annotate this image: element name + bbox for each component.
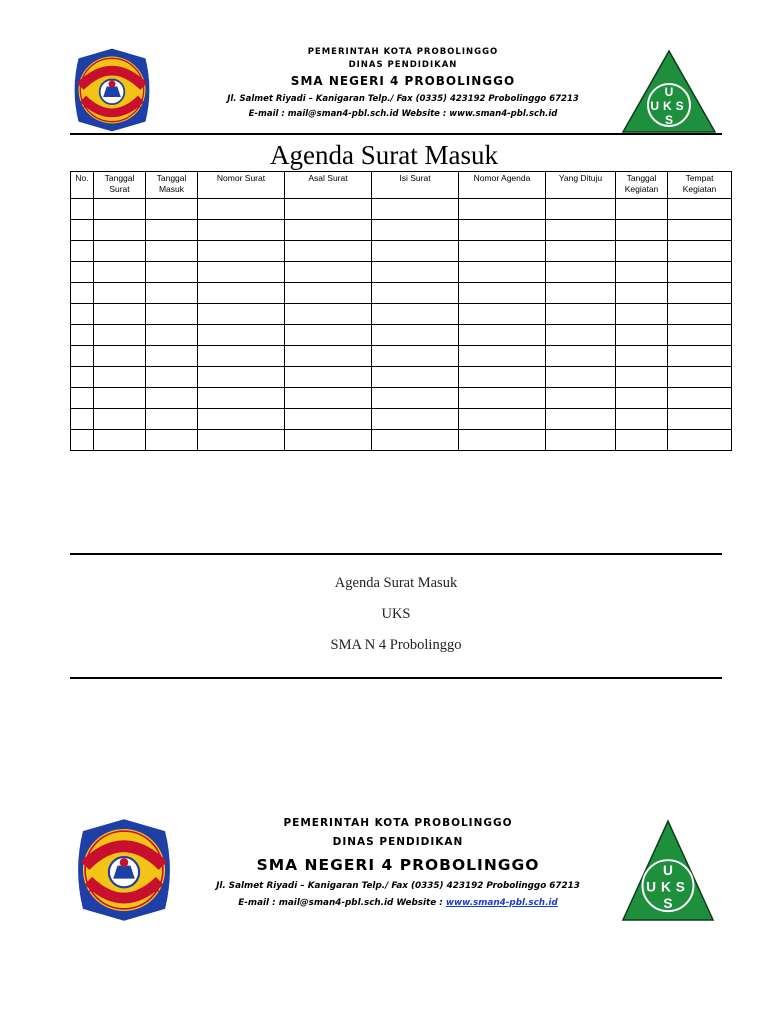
table-cell bbox=[372, 367, 459, 388]
agenda-table-body bbox=[71, 199, 732, 451]
table-cell bbox=[285, 304, 372, 325]
table-cell bbox=[71, 199, 94, 220]
table-cell bbox=[668, 304, 732, 325]
col-header-nomor-surat: Nomor Surat bbox=[198, 172, 285, 199]
table-row bbox=[71, 367, 732, 388]
letterhead-bottom bbox=[64, 812, 724, 924]
table-cell bbox=[668, 409, 732, 430]
table-row bbox=[71, 304, 732, 325]
table-cell bbox=[285, 346, 372, 367]
table-cell bbox=[616, 199, 668, 220]
letterhead-top-rule bbox=[70, 133, 722, 135]
table-cell bbox=[285, 409, 372, 430]
table-cell bbox=[285, 283, 372, 304]
table-cell bbox=[372, 241, 459, 262]
table-cell bbox=[668, 241, 732, 262]
table-cell bbox=[94, 367, 146, 388]
table-cell bbox=[616, 388, 668, 409]
label-bottom-rule bbox=[70, 677, 722, 679]
col-header-asal-surat: Asal Surat bbox=[285, 172, 372, 199]
col-header-tanggal-kegiatan: Tanggal Kegiatan bbox=[616, 172, 668, 199]
school-name-bottom: SMA NEGERI 4 PROBOLINGGO bbox=[256, 856, 540, 874]
table-cell bbox=[459, 367, 546, 388]
table-cell bbox=[668, 283, 732, 304]
col-header-tanggal-surat: Tanggal Surat bbox=[94, 172, 146, 199]
table-cell bbox=[546, 262, 616, 283]
table-cell bbox=[198, 325, 285, 346]
table-cell bbox=[198, 430, 285, 451]
svg-text:UKS: UKS bbox=[650, 99, 688, 113]
table-cell bbox=[668, 367, 732, 388]
table-cell bbox=[668, 220, 732, 241]
col-header-yang-dituju: Yang Dituju bbox=[546, 172, 616, 199]
school-name: SMA NEGERI 4 PROBOLINGGO bbox=[290, 74, 516, 88]
address-line: Jl. Salmet Riyadi – Kanigaran Telp./ Fax (0335) 423192 Probolinggo 67213 bbox=[227, 94, 579, 104]
contact-line bbox=[188, 107, 618, 121]
website-label-bottom: Website : bbox=[393, 898, 446, 908]
table-cell bbox=[459, 325, 546, 346]
table-cell bbox=[285, 367, 372, 388]
table-cell bbox=[94, 220, 146, 241]
table-cell bbox=[372, 304, 459, 325]
table-cell bbox=[616, 304, 668, 325]
table-cell bbox=[198, 388, 285, 409]
table-cell bbox=[616, 325, 668, 346]
table-cell bbox=[546, 283, 616, 304]
table-cell bbox=[94, 199, 146, 220]
table-row bbox=[71, 220, 732, 241]
table-cell bbox=[616, 409, 668, 430]
table-cell bbox=[616, 220, 668, 241]
svg-text:U: U bbox=[663, 862, 673, 878]
uks-logo-bottom bbox=[620, 818, 716, 922]
table-cell bbox=[459, 220, 546, 241]
table-cell bbox=[616, 283, 668, 304]
table-cell bbox=[146, 241, 198, 262]
table-cell bbox=[71, 388, 94, 409]
col-header-isi-surat: Isi Surat bbox=[372, 172, 459, 199]
table-cell bbox=[94, 388, 146, 409]
document-title: Agenda Surat Masuk bbox=[270, 140, 498, 170]
table-cell bbox=[668, 388, 732, 409]
table-cell bbox=[372, 388, 459, 409]
table-cell bbox=[94, 304, 146, 325]
table-cell bbox=[459, 199, 546, 220]
table-cell bbox=[198, 367, 285, 388]
table-cell bbox=[372, 283, 459, 304]
table-cell bbox=[668, 430, 732, 451]
table-cell bbox=[459, 241, 546, 262]
table-row bbox=[71, 199, 732, 220]
table-row bbox=[71, 241, 732, 262]
table-cell bbox=[459, 262, 546, 283]
label-line-agenda: Agenda Surat Masuk bbox=[334, 575, 458, 591]
email-label-bottom: E-mail : bbox=[238, 898, 279, 908]
table-cell bbox=[71, 304, 94, 325]
table-cell bbox=[285, 199, 372, 220]
table-cell bbox=[668, 262, 732, 283]
table-header-row bbox=[71, 172, 732, 199]
table-cell bbox=[459, 346, 546, 367]
table-cell bbox=[546, 430, 616, 451]
label-line-school: SMA N 4 Probolinggo bbox=[330, 637, 462, 653]
table-cell bbox=[372, 409, 459, 430]
table-cell bbox=[71, 262, 94, 283]
table-cell bbox=[71, 346, 94, 367]
letterhead-text bbox=[188, 46, 618, 121]
table-cell bbox=[198, 262, 285, 283]
table-cell bbox=[94, 325, 146, 346]
table-cell bbox=[285, 430, 372, 451]
department-line-bottom: DINAS PENDIDIKAN bbox=[332, 836, 464, 848]
website-link[interactable]: www.sman4-pbl.sch.id bbox=[449, 109, 558, 119]
table-cell bbox=[546, 367, 616, 388]
email-label: E-mail : bbox=[248, 109, 288, 119]
table-cell bbox=[146, 262, 198, 283]
table-cell bbox=[71, 367, 94, 388]
table-cell bbox=[459, 388, 546, 409]
table-cell bbox=[146, 346, 198, 367]
table-cell bbox=[146, 325, 198, 346]
department-line: DINAS PENDIDIKAN bbox=[348, 60, 458, 70]
table-cell bbox=[146, 367, 198, 388]
address-line-bottom: Jl. Salmet Riyadi – Kanigaran Telp./ Fax (0335) 423192 Probolinggo 67213 bbox=[216, 881, 580, 891]
table-cell bbox=[668, 325, 732, 346]
table-cell bbox=[459, 430, 546, 451]
letterhead-text-bottom bbox=[188, 814, 608, 911]
table-cell bbox=[372, 262, 459, 283]
table-cell bbox=[146, 430, 198, 451]
table-cell bbox=[94, 346, 146, 367]
table-cell bbox=[546, 304, 616, 325]
table-cell bbox=[71, 283, 94, 304]
table-cell bbox=[285, 388, 372, 409]
svg-text:UKS: UKS bbox=[646, 879, 690, 895]
table-row bbox=[71, 325, 732, 346]
table-cell bbox=[94, 241, 146, 262]
table-cell bbox=[71, 241, 94, 262]
website-label: Website : bbox=[398, 109, 450, 119]
table-row bbox=[71, 262, 732, 283]
table-cell bbox=[198, 283, 285, 304]
table-cell bbox=[71, 325, 94, 346]
table-cell bbox=[546, 199, 616, 220]
table-cell bbox=[146, 283, 198, 304]
table-cell bbox=[285, 241, 372, 262]
table-cell bbox=[546, 388, 616, 409]
table-cell bbox=[94, 283, 146, 304]
email-link[interactable]: mail@sman4-pbl.sch.id bbox=[287, 109, 399, 119]
table-cell bbox=[372, 325, 459, 346]
table-cell bbox=[285, 262, 372, 283]
table-cell bbox=[94, 262, 146, 283]
table-cell bbox=[146, 304, 198, 325]
svg-text:U: U bbox=[664, 85, 674, 99]
table-row bbox=[71, 409, 732, 430]
table-cell bbox=[372, 220, 459, 241]
table-cell bbox=[285, 325, 372, 346]
file-label bbox=[70, 553, 722, 679]
table-cell bbox=[459, 283, 546, 304]
table-cell bbox=[546, 241, 616, 262]
school-logo bbox=[68, 46, 156, 134]
table-cell bbox=[372, 430, 459, 451]
table-cell bbox=[198, 304, 285, 325]
contact-line-bottom bbox=[188, 895, 608, 911]
table-row bbox=[71, 283, 732, 304]
table-cell bbox=[285, 220, 372, 241]
table-cell bbox=[616, 430, 668, 451]
table-cell bbox=[198, 199, 285, 220]
svg-text:S: S bbox=[663, 896, 673, 912]
table-cell bbox=[546, 346, 616, 367]
table-row bbox=[71, 346, 732, 367]
table-cell bbox=[198, 409, 285, 430]
table-cell bbox=[71, 409, 94, 430]
table-cell bbox=[459, 409, 546, 430]
col-header-no: No. bbox=[71, 172, 94, 199]
agenda-table bbox=[70, 171, 732, 451]
letterhead-top bbox=[64, 44, 724, 140]
table-cell bbox=[94, 430, 146, 451]
table-cell bbox=[146, 409, 198, 430]
table-cell bbox=[546, 220, 616, 241]
school-logo-bottom bbox=[70, 816, 178, 924]
uks-logo bbox=[620, 48, 718, 134]
government-line: PEMERINTAH KOTA PROBOLINGGO bbox=[307, 47, 499, 57]
table-cell bbox=[198, 346, 285, 367]
email-link-bottom[interactable]: mail@sman4-pbl.sch.id bbox=[278, 898, 394, 908]
table-cell bbox=[546, 325, 616, 346]
col-header-tempat-kegiatan: Tempat Kegiatan bbox=[668, 172, 732, 199]
table-row bbox=[71, 388, 732, 409]
table-cell bbox=[546, 409, 616, 430]
website-link-bottom[interactable]: www.sman4-pbl.sch.id bbox=[445, 898, 558, 908]
table-cell bbox=[668, 199, 732, 220]
table-cell bbox=[372, 346, 459, 367]
table-cell bbox=[146, 220, 198, 241]
table-cell bbox=[372, 199, 459, 220]
table-cell bbox=[71, 220, 94, 241]
table-cell bbox=[146, 388, 198, 409]
table-cell bbox=[668, 346, 732, 367]
col-header-nomor-agenda: Nomor Agenda bbox=[459, 172, 546, 199]
table-cell bbox=[146, 199, 198, 220]
table-cell bbox=[198, 241, 285, 262]
table-cell bbox=[94, 409, 146, 430]
label-line-uks: UKS bbox=[381, 606, 411, 622]
table-row bbox=[71, 430, 732, 451]
table-cell bbox=[616, 346, 668, 367]
table-cell bbox=[616, 367, 668, 388]
table-cell bbox=[616, 241, 668, 262]
table-cell bbox=[459, 304, 546, 325]
table-cell bbox=[71, 430, 94, 451]
svg-text:S: S bbox=[664, 113, 674, 127]
table-cell bbox=[616, 262, 668, 283]
table-cell bbox=[198, 220, 285, 241]
col-header-tanggal-masuk: Tanggal Masuk bbox=[146, 172, 198, 199]
government-line-bottom: PEMERINTAH KOTA PROBOLINGGO bbox=[283, 817, 513, 829]
